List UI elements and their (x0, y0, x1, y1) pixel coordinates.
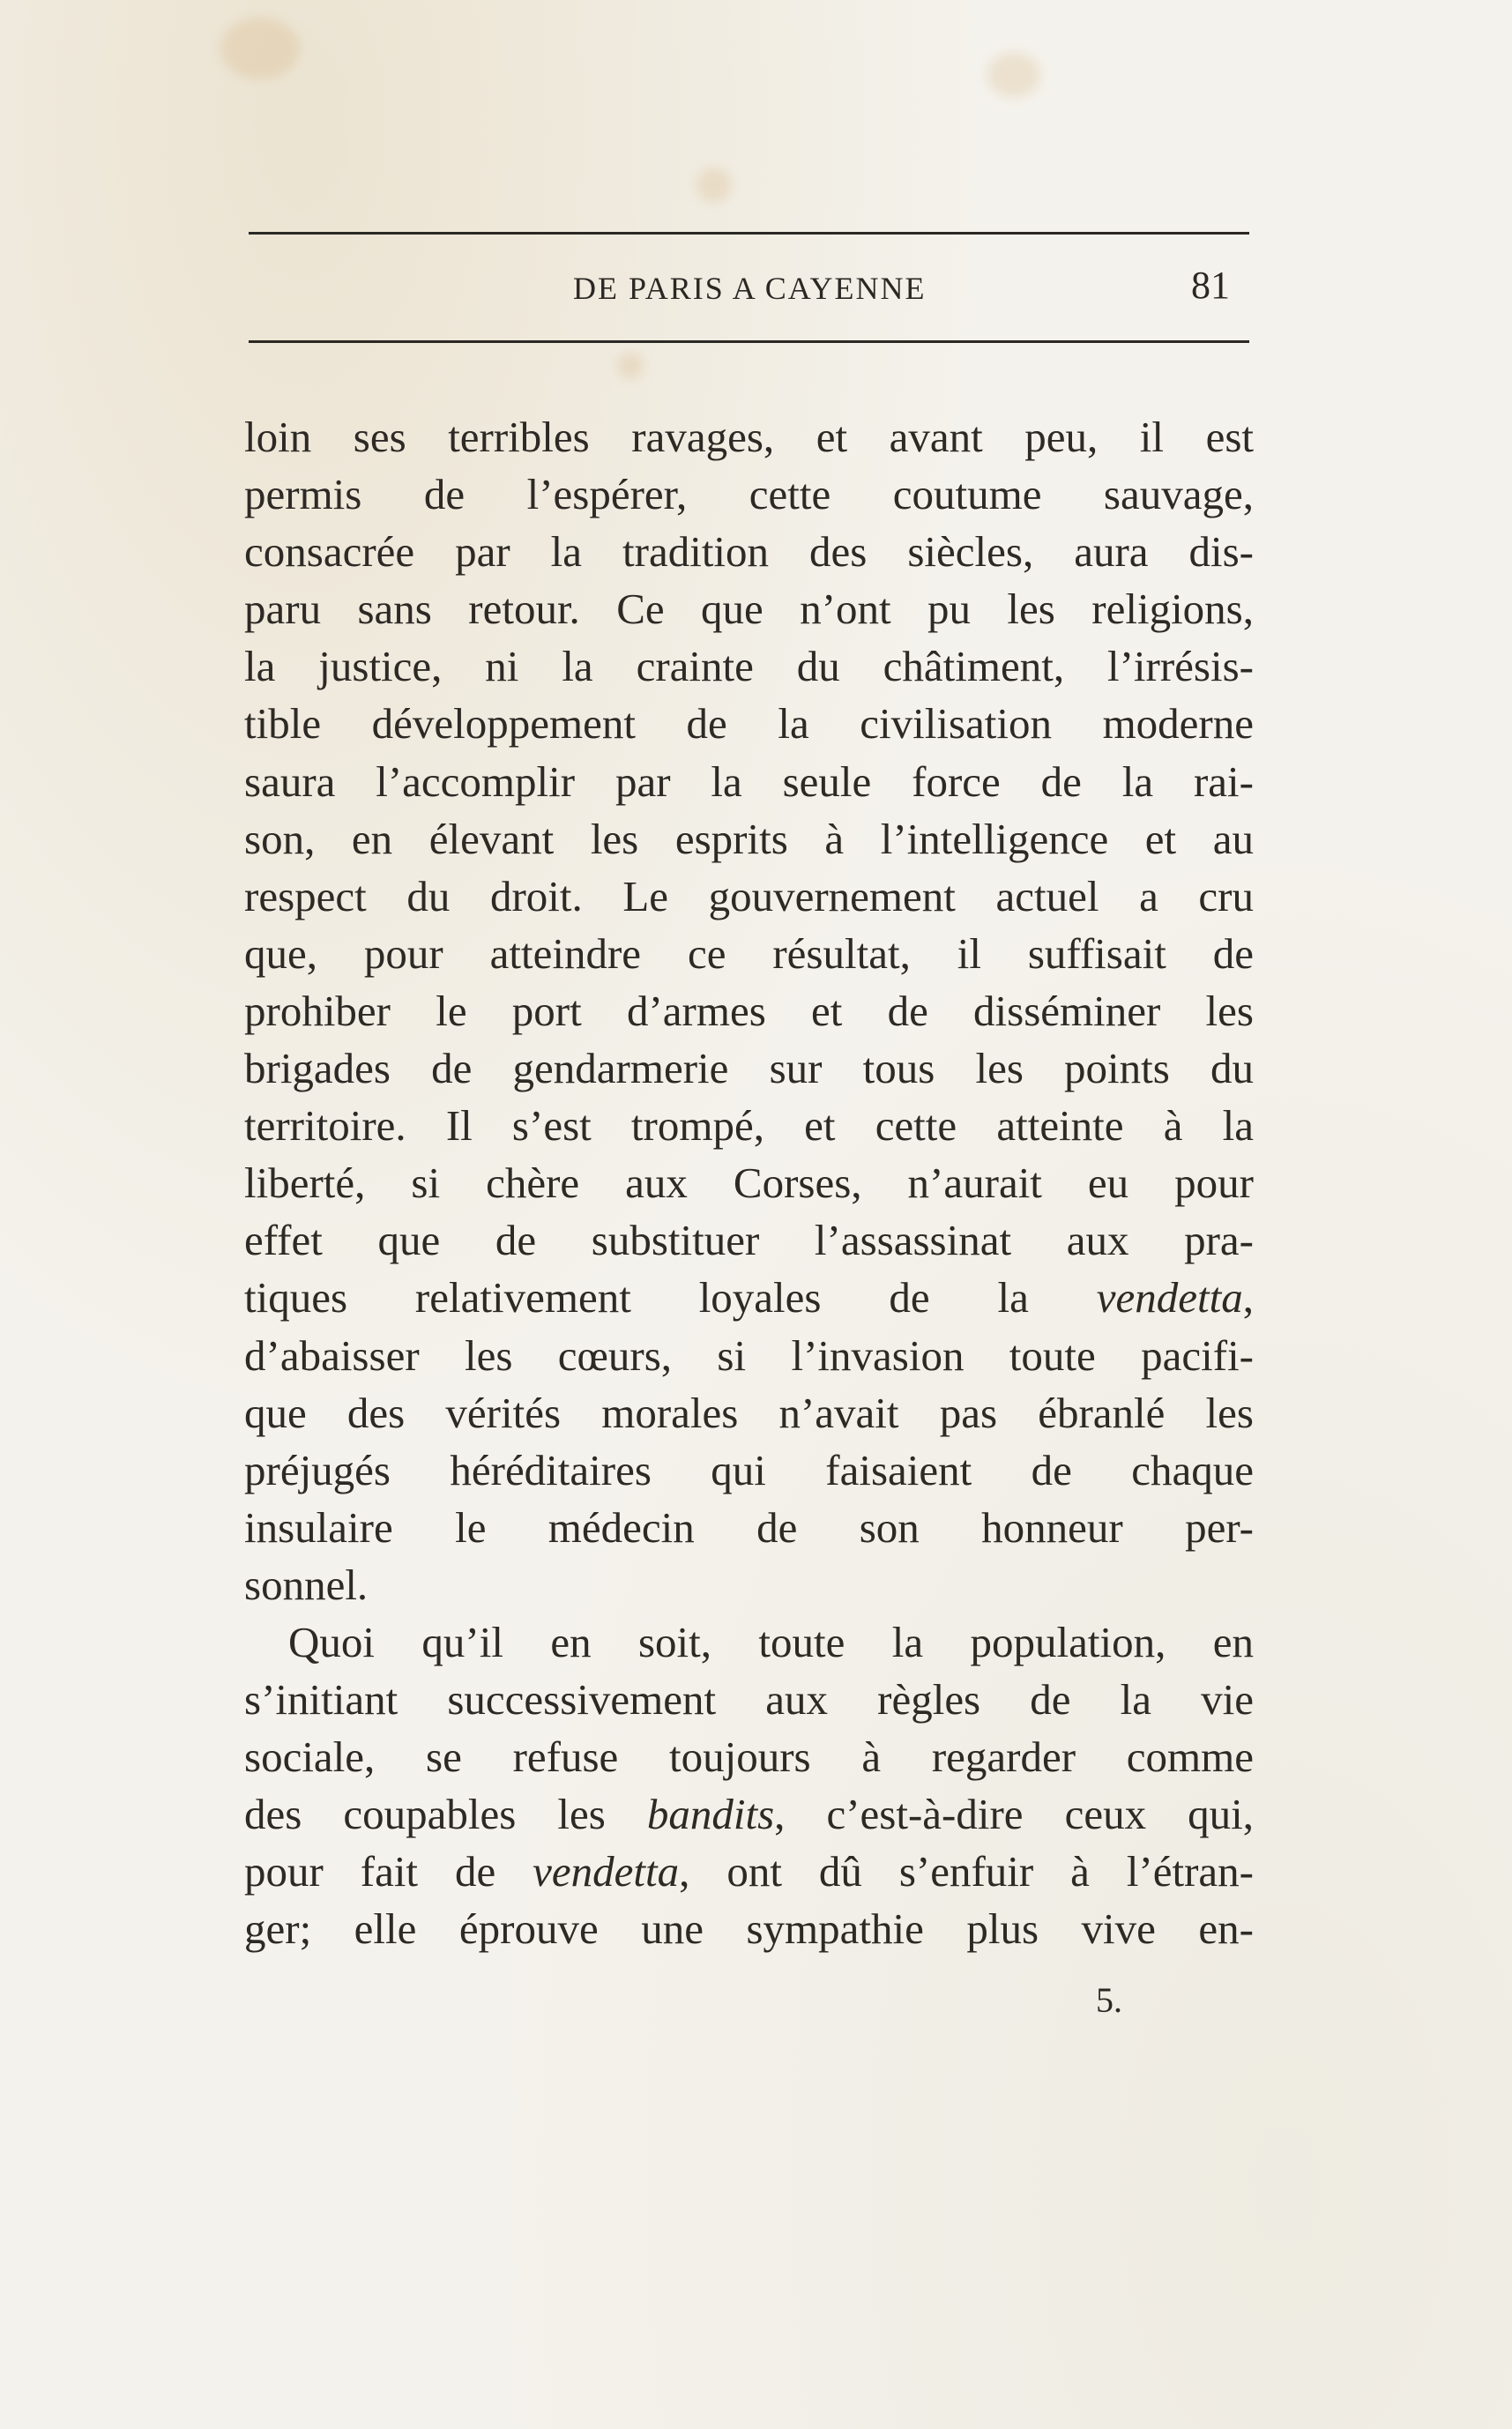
text-line: effet que de substituer l’assassinat aux pra- (244, 1216, 1254, 1265)
text-line (244, 1269, 1254, 1326)
text-span: , c’est-à-dire ceux qui, (774, 1790, 1254, 1839)
paper-stain (220, 18, 300, 79)
text-line: saura l’accomplir par la seule force de la rai- (244, 756, 1254, 806)
paper-stain (696, 168, 732, 203)
text-line (244, 1843, 1254, 1900)
text-line: son, en élevant les esprits à l’intelligence et au (244, 814, 1254, 863)
signature-mark: 5. (1096, 1980, 1122, 2020)
text-line: ger; elle éprouve une sympathie plus vive en- (244, 1904, 1254, 1954)
text-line: brigades de gendarmerie sur tous les points du (244, 1044, 1254, 1093)
header-rule-top (249, 232, 1249, 235)
text-span: , ont dû s’enfuir à l’étran- (679, 1847, 1254, 1896)
paper-stain (987, 53, 1040, 97)
text-line: prohiber le port d’armes et de disséminer les (244, 986, 1254, 1035)
text-line: tible développement de la civilisation moderne (244, 699, 1254, 749)
text-span: des coupables les (244, 1790, 647, 1839)
running-head: DE PARIS A CAYENNE (573, 271, 927, 306)
paper-stain (617, 353, 644, 379)
text-line: sociale, se refuse toujours à regarder comme (244, 1732, 1254, 1782)
text-line: que, pour atteindre ce résultat, il suffisait de (244, 928, 1254, 978)
text-line: paru sans retour. Ce que n’ont pu les religions, (244, 585, 1254, 634)
text-line: préjugés héréditaires qui faisaient de chaque (244, 1445, 1254, 1494)
text-line: s’initiant successivement aux règles de la vie (244, 1675, 1254, 1725)
page-number: 81 (1191, 264, 1230, 307)
italic-term-vendetta: vendetta (533, 1847, 680, 1896)
text-line: sonnel. (244, 1560, 369, 1609)
italic-term-bandits: bandits (646, 1790, 775, 1839)
text-line: la justice, ni la crainte du châtiment, l’irrésis- (244, 642, 1254, 691)
text-line: respect du droit. Le gouvernement actuel a cru (244, 871, 1254, 920)
text-line: loin ses terribles ravages, et avant peu, il est (244, 413, 1254, 461)
text-line: insulaire le médecin de son honneur per- (244, 1502, 1254, 1552)
text-span: tiques relativement loyales de la (244, 1273, 1097, 1323)
text-line: territoire. Il s’est trompé, et cette atteinte à la (244, 1101, 1254, 1151)
text-span: pour fait de (244, 1847, 533, 1896)
text-span: , (1242, 1273, 1254, 1323)
text-line: que des vérités morales n’avait pas ébranlé les (244, 1388, 1254, 1437)
text-line: d’abaisser les cœurs, si l’invasion toute pacifi- (244, 1330, 1254, 1380)
text-line (244, 1785, 1254, 1843)
header-rule-bottom (249, 340, 1249, 343)
italic-term-vendetta: vendetta (1096, 1273, 1243, 1323)
text-line: Quoi qu’il en soit, toute la population, en (288, 1617, 1254, 1666)
text-line: liberté, si chère aux Corses, n’aurait eu pour (244, 1159, 1254, 1208)
text-line: consacrée par la tradition des siècles, aura dis- (244, 527, 1254, 577)
text-line: permis de l’espérer, cette coutume sauvage, (244, 470, 1254, 519)
body-text (244, 408, 1254, 1958)
